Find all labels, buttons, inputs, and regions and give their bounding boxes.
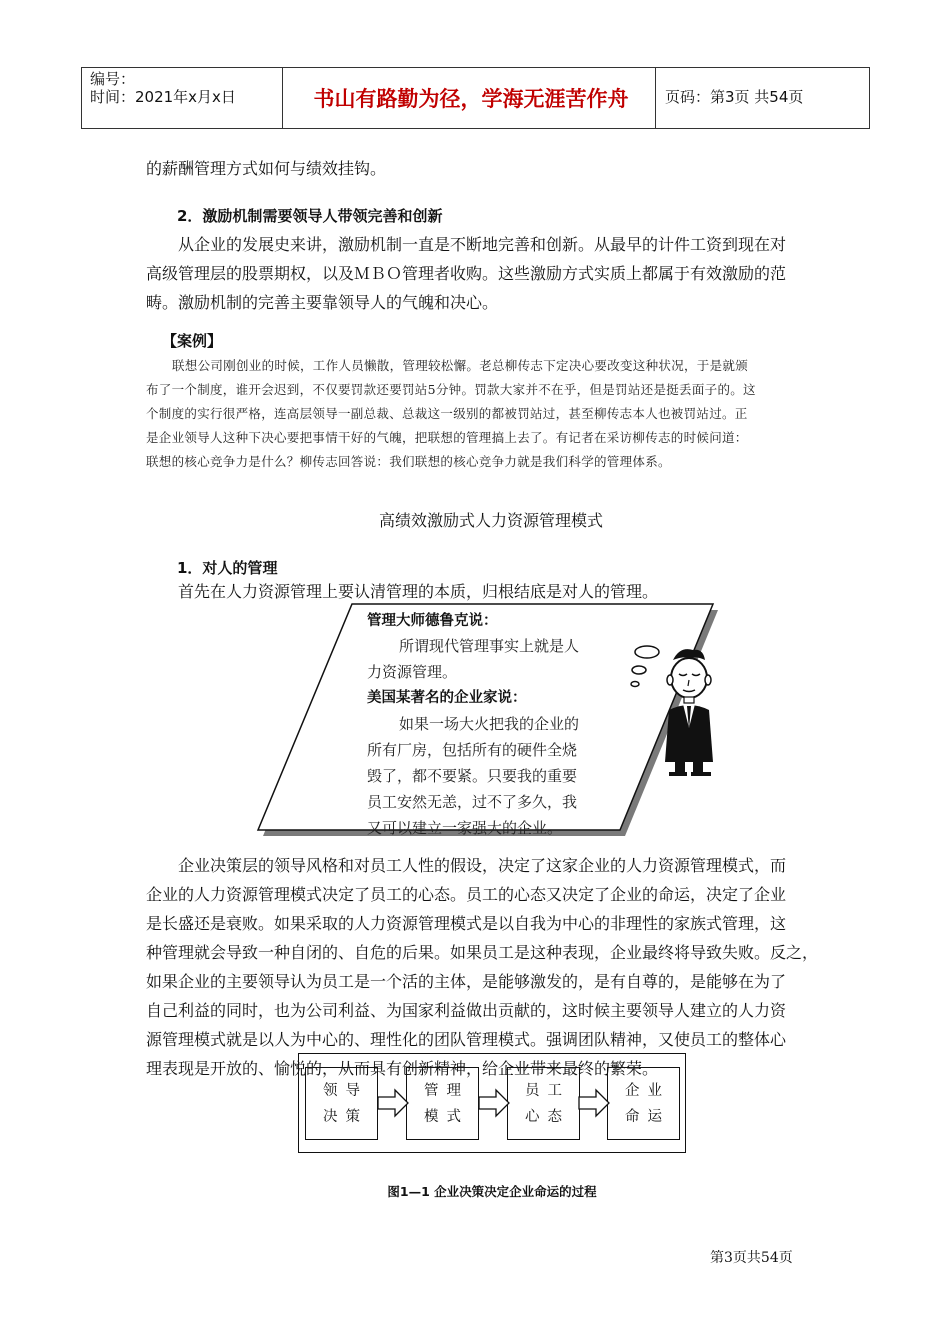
flow-box-line: 领导 <box>323 1082 368 1099</box>
quote-title-drucker: 管理大师德鲁克说： <box>367 613 498 629</box>
cartoon-thinker-icon <box>625 638 725 778</box>
quote-content <box>367 609 617 841</box>
paragraph-line: 企业的人力资源管理模式决定了员工的心态。员工的心态又决定了企业的命运，决定了企业 <box>146 885 787 904</box>
paragraph-line: 自己利益的同时，也为公司利益、为国家利益做出贡献的，这时候主要领导人建立的人力资 <box>146 1001 787 1020</box>
case-line: 是企业领导人这种下决心要把事情干好的气魄，把联想的管理搞上去了。有记者在采访柳传志的时候问道： <box>146 430 748 445</box>
paragraph-line: 源管理模式就是以人为中心的、理性化的团队管理模式。强调团队精神，又使员工的整体心 <box>146 1030 787 1049</box>
quote-line: 力资源管理。 <box>367 663 458 681</box>
flow-diagram <box>298 1053 686 1153</box>
header-divider <box>282 68 283 128</box>
code-label: 编号： <box>90 70 136 88</box>
quote-line: 员工安然无恙，过不了多久，我 <box>367 793 578 811</box>
arrow-right-icon <box>578 1088 610 1118</box>
paragraph-line: 理表现是开放的、愉悦的，从而具有创新精神，给企业带来最终的繁荣。 <box>146 1059 659 1078</box>
paragraph-line: 畴。激励机制的完善主要靠领导人的气魄和决心。 <box>146 293 499 312</box>
header-divider <box>655 68 656 128</box>
header-meta <box>90 70 236 106</box>
paragraph-incentive <box>146 230 826 317</box>
header-motto: 书山有路勤为径，学海无涯苦作舟 <box>313 87 629 111</box>
case-line: 个制度的实行很严格，连高层领导一副总裁、总裁这一级别的都被罚站过，甚至柳传志本人也被罚站过。正 <box>146 406 748 421</box>
arrow-right-icon <box>478 1088 510 1118</box>
arrow-right-icon <box>377 1088 409 1118</box>
paragraph-line: 种管理就会导致一种自闭的、自危的后果。如果员工是这种表现，企业最终将导致失败。反之， <box>146 943 819 962</box>
flow-box-mode <box>406 1067 479 1140</box>
quote-line: 如果一场大火把我的企业的 <box>399 715 580 733</box>
paragraph-line: 从企业的发展史来讲，激励机制一直是不断地完善和创新。从最早的计件工资到现在对 <box>178 235 787 254</box>
quote-line: 毁了，都不要紧。只要我的重要 <box>367 767 578 785</box>
flow-box-line: 心态 <box>525 1108 570 1125</box>
paragraph-line: 高级管理层的股票期权，以及ＭＢＯ管理者收购。这些激励方式实质上都属于有效激励的范 <box>146 264 787 283</box>
case-text <box>146 354 826 474</box>
case-line: 布了一个制度，谁开会迟到，不仅要罚款还要罚站5分钟。罚款大家并不在乎，但是罚站还是挺丢面子的。这 <box>146 382 756 397</box>
figure-caption: 图1—1 企业决策决定企业命运的过程 <box>387 1184 597 1199</box>
case-label: 【案例】 <box>162 332 223 350</box>
paragraph-line: 是长盛还是衰败。如果采取的人力资源管理模式是以自我为中心的非理性的家族式管理，这 <box>146 914 787 933</box>
date-label: 时间：2021年x月x日 <box>90 88 236 106</box>
quote-line: 所有厂房，包括所有的硬件全烧 <box>367 741 578 759</box>
paragraph-line: 企业决策层的领导风格和对员工人性的假设，决定了这家企业的人力资源管理模式，而 <box>178 856 787 875</box>
flow-box-attitude <box>507 1067 580 1140</box>
flow-box-line: 管理 <box>424 1082 469 1099</box>
intro-line: 的薪酬管理方式如何与绩效挂钩。 <box>146 159 387 178</box>
header-table <box>81 67 870 129</box>
footer-page-number: 第3页共54页 <box>710 1250 793 1266</box>
flow-box-line: 命运 <box>625 1108 670 1125</box>
header-page-label: 页码：第3页 共54页 <box>665 88 804 106</box>
quote-title-entrepreneur: 美国某著名的企业家说： <box>367 690 527 706</box>
flow-box-leadership <box>305 1067 378 1140</box>
flow-box-line: 模式 <box>424 1108 469 1125</box>
heading-people: 1．对人的管理 <box>177 559 278 577</box>
flow-box-line: 企业 <box>625 1082 670 1099</box>
heading-incentive: 2．激励机制需要领导人带领完善和创新 <box>177 207 443 225</box>
case-line: 联想的核心竞争力是什么？柳传志回答说：我们联想的核心竞争力就是我们科学的管理体系。 <box>146 454 671 469</box>
section-title: 高绩效激励式人力资源管理模式 <box>378 511 603 530</box>
flow-box-line: 员工 <box>525 1082 570 1099</box>
quote-line: 所谓现代管理事实上就是人 <box>399 637 580 655</box>
paragraph-people: 首先在人力资源管理上要认清管理的本质，归根结底是对人的管理。 <box>178 582 659 601</box>
paragraph-line: 如果企业的主要领导认为员工是一个活的主体，是能够激发的，是有自尊的，是能够在为了 <box>146 972 787 991</box>
flow-box-destiny <box>607 1067 680 1140</box>
paragraph-management-mode <box>146 851 836 1083</box>
quote-line: 又可以建立一家强大的企业。 <box>367 819 563 837</box>
flow-box-line: 决策 <box>323 1108 368 1125</box>
case-line: 联想公司刚创业的时候，工作人员懒散，管理较松懈。老总柳传志下定决心要改变这种状况，于是就颁 <box>172 358 749 373</box>
